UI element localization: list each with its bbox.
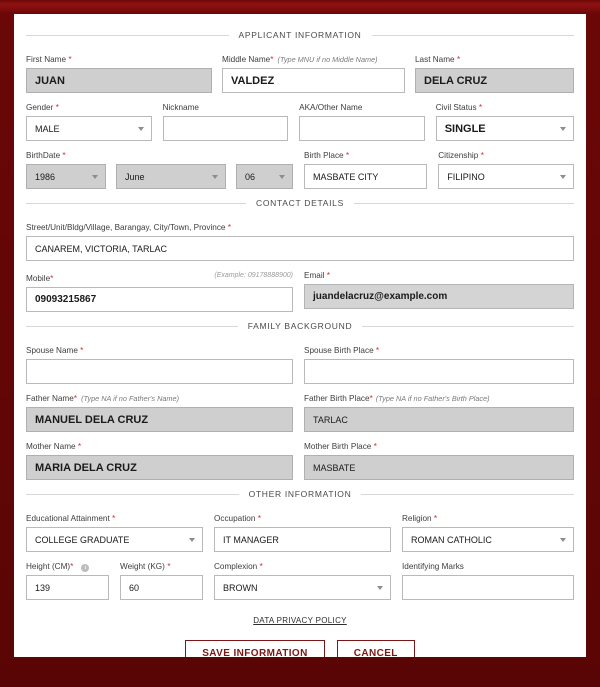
section-header-applicant bbox=[26, 30, 574, 40]
input-identifying-marks[interactable] bbox=[402, 575, 574, 600]
label-address: Street/Unit/Bldg/Village, Barangay, City/Town, Province * bbox=[26, 222, 232, 232]
select-birth-day-value: 06 bbox=[245, 171, 256, 182]
section-header-family bbox=[26, 321, 574, 331]
input-birth-place[interactable]: MASBATE CITY bbox=[304, 164, 427, 189]
input-middle-name[interactable]: VALDEZ bbox=[222, 68, 405, 93]
select-religion-value: ROMAN CATHOLIC bbox=[411, 534, 492, 545]
field-civil-status bbox=[436, 102, 574, 141]
input-spouse-name[interactable] bbox=[26, 359, 293, 384]
label-weight: Weight (KG) * bbox=[120, 561, 171, 571]
input-first-name[interactable]: JUAN bbox=[26, 68, 212, 93]
divider-right bbox=[372, 35, 575, 36]
save-information-button[interactable]: SAVE INFORMATION bbox=[185, 640, 324, 657]
divider-left bbox=[26, 203, 246, 204]
field-height bbox=[26, 561, 109, 600]
field-first-name bbox=[26, 54, 212, 93]
label-citizenship: Citizenship * bbox=[438, 150, 484, 160]
label-mother-name: Mother Name * bbox=[26, 441, 82, 451]
field-birthdate bbox=[26, 150, 293, 189]
field-occupation bbox=[214, 513, 391, 552]
label-last-name: Last Name * bbox=[415, 54, 461, 64]
field-religion bbox=[402, 513, 574, 552]
input-father-name[interactable]: MANUEL DELA CRUZ bbox=[26, 407, 293, 432]
cancel-button[interactable]: CANCEL bbox=[337, 640, 415, 657]
label-birthdate: BirthDate * bbox=[26, 150, 66, 160]
label-identifying-marks: Identifying Marks bbox=[402, 562, 464, 571]
field-spouse-birthplace bbox=[304, 345, 574, 384]
chevron-down-icon bbox=[560, 127, 566, 131]
select-education-value: COLLEGE GRADUATE bbox=[35, 534, 130, 545]
field-middle-name bbox=[222, 54, 405, 93]
section-title-applicant: APPLICANT INFORMATION bbox=[238, 30, 362, 40]
field-identifying-marks bbox=[402, 561, 574, 600]
section-header-contact bbox=[26, 198, 574, 208]
label-civil-status: Civil Status * bbox=[435, 102, 483, 112]
label-height: Height (CM) * i bbox=[26, 561, 109, 572]
label-email: Email * bbox=[304, 270, 331, 280]
select-religion[interactable] bbox=[402, 527, 574, 552]
divider-right bbox=[362, 326, 574, 327]
field-spouse-name bbox=[26, 345, 293, 384]
input-email[interactable]: juandelacruz@example.com bbox=[304, 284, 574, 309]
field-education bbox=[26, 513, 203, 552]
input-mother-birthplace[interactable]: MASBATE bbox=[304, 455, 574, 480]
divider-left bbox=[26, 35, 229, 36]
label-spouse-name: Spouse Name * bbox=[26, 345, 84, 355]
section-header-other bbox=[26, 489, 574, 499]
row-mother bbox=[26, 441, 574, 480]
label-aka: AKA/Other Name bbox=[299, 103, 363, 112]
label-gender: Gender * bbox=[26, 102, 59, 112]
label-education: Educational Attainment * bbox=[26, 513, 116, 523]
select-gender[interactable] bbox=[26, 116, 152, 141]
field-mother-birthplace bbox=[304, 441, 574, 480]
divider-left bbox=[26, 326, 238, 327]
select-civil-status[interactable] bbox=[436, 116, 574, 141]
label-mother-birthplace: Mother Birth Place * bbox=[304, 441, 377, 451]
data-privacy-policy-link[interactable]: DATA PRIVACY POLICY bbox=[253, 616, 347, 625]
field-mother-name bbox=[26, 441, 293, 480]
chevron-down-icon bbox=[560, 175, 566, 179]
select-citizenship[interactable] bbox=[438, 164, 574, 189]
input-mother-name[interactable]: MARIA DELA CRUZ bbox=[26, 455, 293, 480]
input-last-name[interactable]: DELA CRUZ bbox=[415, 68, 574, 93]
section-title-contact: CONTACT DETAILS bbox=[256, 198, 344, 208]
label-mobile: Mobile * (Example: 09178888900) bbox=[26, 272, 293, 283]
hint-mobile-example: (Example: 09178888900) bbox=[214, 272, 293, 279]
chevron-down-icon bbox=[212, 175, 218, 179]
chevron-down-icon bbox=[189, 538, 195, 542]
select-gender-value: MALE bbox=[35, 123, 60, 134]
row-father bbox=[26, 393, 574, 432]
row-physical bbox=[26, 561, 574, 600]
field-birth-place bbox=[304, 150, 427, 189]
field-gender bbox=[26, 102, 152, 141]
birthdate-selects bbox=[26, 164, 293, 189]
row-birthdate bbox=[26, 150, 574, 189]
field-nickname bbox=[163, 102, 289, 141]
input-nickname[interactable] bbox=[163, 116, 289, 141]
select-birth-year[interactable] bbox=[26, 164, 106, 189]
chevron-down-icon bbox=[92, 175, 98, 179]
field-address bbox=[26, 222, 574, 261]
divider-right bbox=[354, 203, 574, 204]
input-address[interactable]: CANAREM, VICTORIA, TARLAC bbox=[26, 236, 574, 261]
field-father-birthplace bbox=[304, 393, 574, 432]
select-education[interactable] bbox=[26, 527, 203, 552]
field-aka bbox=[299, 102, 425, 141]
row-education bbox=[26, 513, 574, 552]
label-father-birthplace: Father Birth Place * (Type NA if no Father's Birth Place) bbox=[304, 393, 490, 403]
row-address bbox=[26, 222, 574, 261]
label-father-name: Father Name * (Type NA if no Father's Name) bbox=[26, 393, 179, 403]
input-spouse-birthplace[interactable] bbox=[304, 359, 574, 384]
field-last-name bbox=[415, 54, 574, 93]
chevron-down-icon bbox=[560, 538, 566, 542]
label-birth-place: Birth Place * bbox=[304, 150, 350, 160]
input-aka[interactable] bbox=[299, 116, 425, 141]
field-mobile bbox=[26, 270, 293, 312]
info-icon[interactable]: i bbox=[81, 564, 89, 572]
divider-left bbox=[26, 494, 239, 495]
label-spouse-birthplace: Spouse Birth Place * bbox=[304, 345, 380, 355]
privacy-policy-row bbox=[26, 610, 574, 628]
field-citizenship bbox=[438, 150, 574, 189]
field-email bbox=[304, 270, 574, 312]
row-gender-nickname bbox=[26, 102, 574, 141]
divider-right bbox=[361, 494, 574, 495]
label-religion: Religion * bbox=[402, 513, 438, 523]
field-father-name bbox=[26, 393, 293, 432]
select-civil-status-value: SINGLE bbox=[444, 122, 486, 135]
select-birth-month-value: June bbox=[125, 171, 145, 182]
chevron-down-icon bbox=[377, 586, 383, 590]
label-nickname: Nickname bbox=[162, 103, 199, 112]
hint-middle-name: (Type MNU if no Middle Name) bbox=[277, 55, 378, 64]
input-occupation[interactable]: IT MANAGER bbox=[214, 527, 391, 552]
input-weight[interactable]: 60 bbox=[120, 575, 203, 600]
select-citizenship-value: FILIPINO bbox=[447, 171, 485, 182]
label-complexion: Complexion * bbox=[214, 561, 263, 571]
section-title-other: OTHER INFORMATION bbox=[248, 489, 352, 499]
select-complexion-value: BROWN bbox=[223, 582, 258, 593]
input-height[interactable]: 139 bbox=[26, 575, 109, 600]
row-names bbox=[26, 54, 574, 93]
form-actions bbox=[26, 640, 574, 657]
select-birth-month[interactable] bbox=[116, 164, 226, 189]
input-father-birthplace[interactable]: TARLAC bbox=[304, 407, 574, 432]
row-spouse bbox=[26, 345, 574, 384]
label-occupation: Occupation * bbox=[214, 513, 262, 523]
field-complexion bbox=[214, 561, 391, 600]
hint-father-name: (Type NA if no Father's Name) bbox=[81, 394, 179, 403]
section-title-family: FAMILY BACKGROUND bbox=[247, 321, 353, 331]
select-birth-day[interactable] bbox=[236, 164, 293, 189]
label-middle-name: Middle Name * (Type MNU if no Middle Name) bbox=[222, 54, 378, 64]
application-form bbox=[14, 14, 586, 657]
hint-father-birthplace: (Type NA if no Father's Birth Place) bbox=[375, 394, 490, 403]
select-birth-year-value: 1986 bbox=[35, 171, 56, 182]
field-weight bbox=[120, 561, 203, 600]
label-first-name: First Name * bbox=[26, 54, 72, 64]
chevron-down-icon bbox=[279, 175, 285, 179]
row-mobile-email bbox=[26, 270, 574, 312]
input-mobile[interactable]: 09093215867 bbox=[26, 287, 293, 312]
select-complexion[interactable] bbox=[214, 575, 391, 600]
chevron-down-icon bbox=[138, 127, 144, 131]
